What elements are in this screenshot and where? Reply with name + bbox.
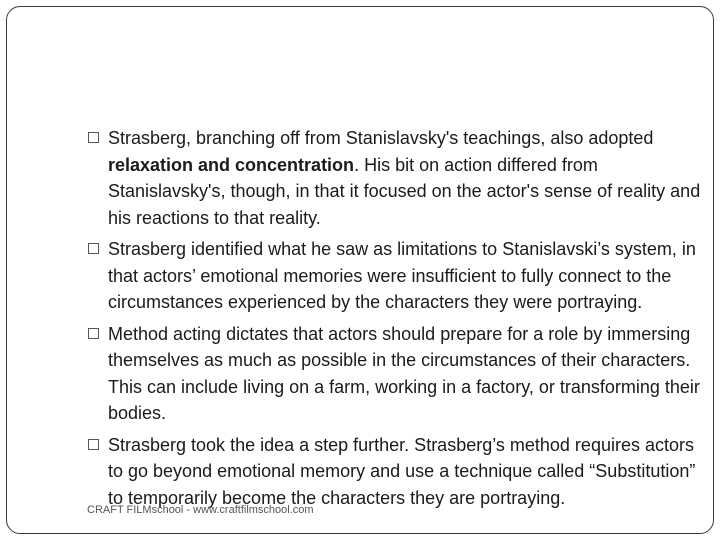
bullet-item xyxy=(87,236,702,316)
bullet-text: Strasberg, branching off from Stanislavsky's teachings, also adopted relaxation and concentration. His bit on action differed from Stanislavsky's, though, in that it focused on the actor's sense of reality and his reactions to that reality. xyxy=(108,128,701,228)
footer-watermark: CRAFT FILMschool - www.craftfilmschool.com xyxy=(87,504,314,516)
square-bullet-icon xyxy=(88,439,99,450)
bullet-item xyxy=(87,125,702,231)
bullet-text: Strasberg took the idea a step further. Strasberg’s method requires actors to go beyond emotional memory and use a technique called “Substitution” to temporarily become the characters they are portraying. xyxy=(108,434,696,508)
square-bullet-icon xyxy=(88,132,99,143)
slide-frame xyxy=(6,6,714,534)
square-bullet-icon xyxy=(88,328,99,339)
bullet-list xyxy=(87,125,702,516)
bullet-item xyxy=(87,432,702,512)
bullet-text: Method acting dictates that actors should prepare for a role by immersing themselves as much as possible in the circumstances of their characters. This can include living on a farm, working in a factory, or transforming their bodies. xyxy=(108,323,700,423)
bullet-text: Strasberg identified what he saw as limitations to Stanislavski’s system, in that actors’ emotional memories were insufficient to fully connect to the circumstances experienced by the characters they were portraying. xyxy=(108,239,696,312)
bullet-item xyxy=(87,321,702,427)
square-bullet-icon xyxy=(88,243,99,254)
